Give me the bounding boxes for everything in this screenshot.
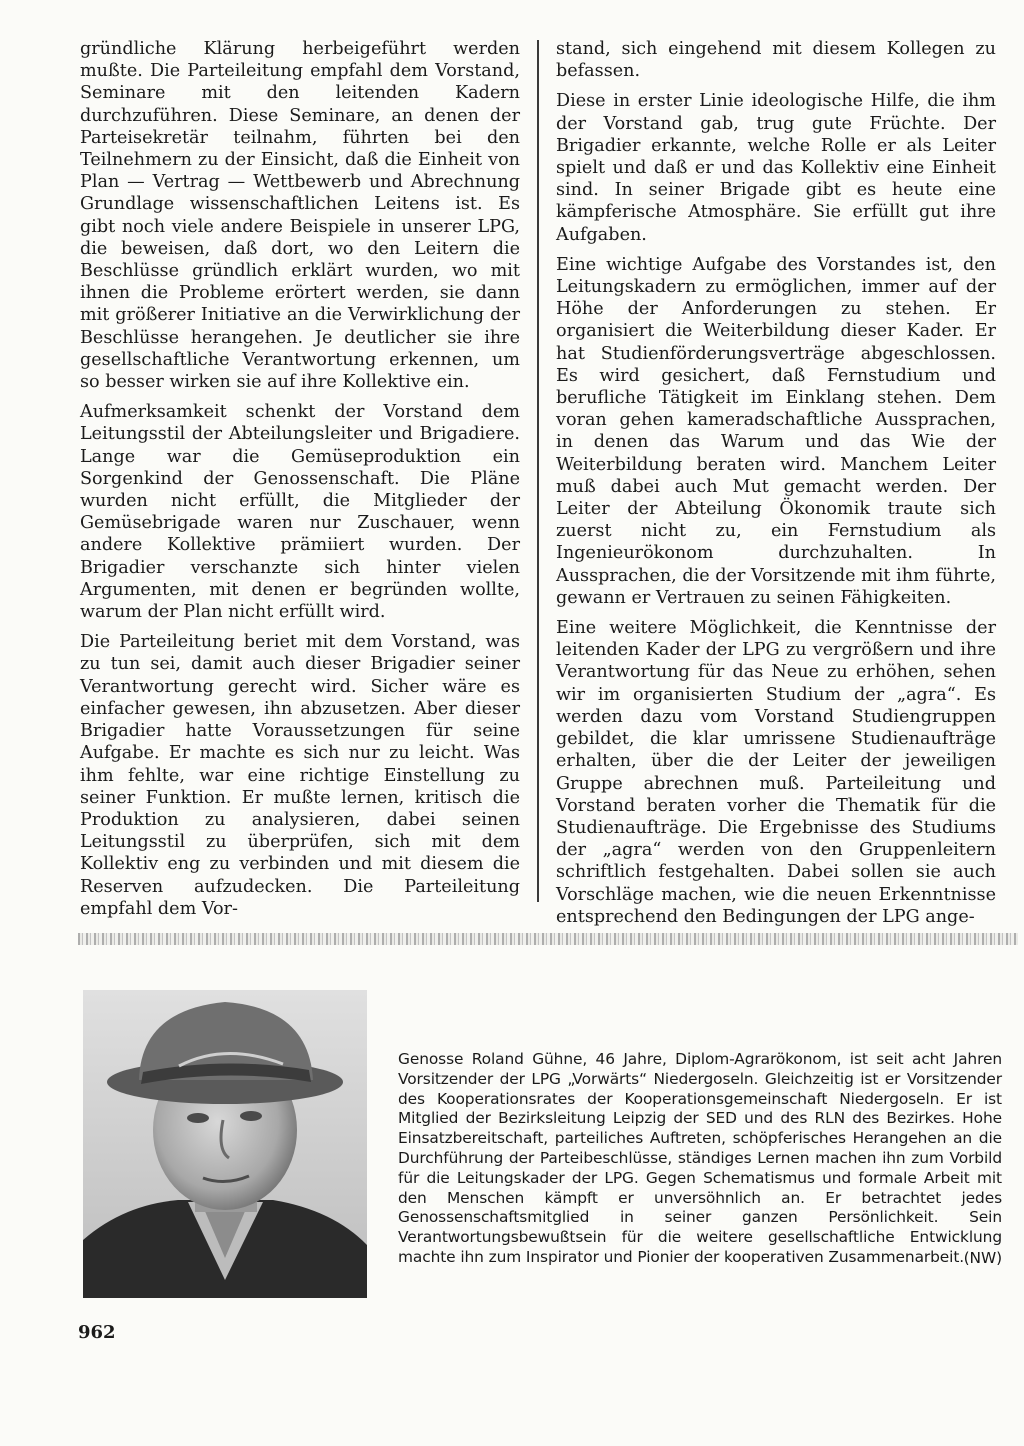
- left-text-column: [80, 38, 520, 928]
- paragraph: Diese in erster Linie ideologische Hilfe, die ihm der Vorstand gab, trug gute Früchte. Der Brigadier erkannte, welche Rolle er als Leiter spielt und daß er und das Kollektiv eine Einheit sind. In seiner Brigade gibt es heute eine kämpferische Atmosphäre. Sie erfüllt gut ihre Aufgaben.: [556, 91, 996, 245]
- paragraph: stand, sich eingehend mit diesem Kollegen zu befassen.: [556, 39, 996, 82]
- caption-signature: (NW): [963, 1248, 1002, 1267]
- caption-text: Genosse Roland Gühne, 46 Jahre, Diplom-Agrarökonom, ist seit acht Jahren Vorsitzender der LPG „Vorwärts“ Niedergoseln. Gleichzeitig ist er Vorsitzender des Kooperationsrates der Kooperationsgemeinschaft Niedergoseln. Er ist Mitglied der Bezirksleitung Leipzig der SED und des RLN des Bezirkes. Hohe Einsatzbereitschaft, parteiliches Auftreten, schöpferisches Herangehen an die Durchführung der Parteibeschlüsse, ständiges Lernen machen ihn zum Vorbild für die Leitungskader der LPG. Gegen Schematismus und formale Arbeit mit den Menschen kämpft er unversöhnlich an. Er betrachtet jedes Genossenschaftsmitglied in seiner ganzen Persönlichkeit. Sein Verantwortungsbewußtsein für die weitere gesellschaftliche Entwicklung machte ihn zum Inspirator und Pionier der kooperativen Zusammenarbeit.: [398, 1050, 1002, 1266]
- portrait-photo: [83, 990, 367, 1298]
- paragraph: Aufmerksamkeit schenkt der Vorstand dem Leitungsstil der Abteilungsleiter und Brigadiere. Lange war die Gemüseproduktion ein Sorgenkind der Genossenschaft. Die Pläne wurden nicht erfüllt, die Mitglieder der Gemüsebrigade waren nur Zuschauer, wenn andere Kollektive prämiiert wurden. Der Brigadier verschanzte sich hinter vielen Argumenten, mit denen er begründen wollte, warum der Plan nicht erfüllt wird.: [80, 402, 520, 623]
- column-divider: [537, 40, 539, 902]
- paragraph: Eine weitere Möglichkeit, die Kenntnisse der leitenden Kader der LPG zu vergrößern und ihre Verantwortung für das Neue zu erhöhen, sehen wir im organisierten Studium der „agra“. Es werden dazu vom Vorstand Studiengruppen gebildet, die klar umrissene Studienaufträge erhalten, über die der Leiter der jeweiligen Gruppe abrechnen muß. Parteileitung und Vorstand beraten vorher die Thematik für die Studienaufträge. Die Ergebnisse des Studiums der „agra“ werden von den Gruppenleitern schriftlich festgehalten. Dabei sollen sie auch Vorschläge machen, wie die neuen Erkenntnisse entsprechend den Bedingungen der LPG ange-: [556, 618, 996, 927]
- page-number: 962: [78, 1322, 116, 1343]
- paragraph: Die Parteileitung beriet mit dem Vorstand, was zu tun sei, damit auch dieser Brigadier seiner Verantwortung gerecht wird. Sicher wäre es einfacher gewesen, ihn abzusetzen. Aber dieser Brigadier hatte Voraussetzungen für seine Aufgabe. Er machte es sich nur zu leicht. Was ihm fehlte, war eine richtige Einstellung zu seiner Funktion. Er mußte lernen, kritisch die Produktion zu analysieren, dabei seinen Leitungsstil zu überprüfen, sich mit dem Kollektiv eng zu verbinden und mit diesem die Reserven aufzudecken. Die Parteileitung empfahl dem Vor-: [80, 632, 520, 919]
- paragraph: gründliche Klärung herbeigeführt werden mußte. Die Parteileitung empfahl dem Vorstand, Seminare mit den leitenden Kadern durchzuführen. Diese Seminare, an denen der Parteisekretär teilnahm, führten bei den Teilnehmern zu der Einsicht, daß die Einheit von Plan — Vertrag — Wettbewerb und Abrechnung Grundlage wissenschaftlichen Leitens ist. Es gibt noch viele andere Beispiele in unserer LPG, die beweisen, daß dort, wo den Leitern die Beschlüsse gründlich erklärt wurden, wo mit ihnen die Probleme erörtert werden, sie dann mit größerer Initiative an die Verwirklichung der Beschlüsse herangehen. Je deutlicher sie ihre gesellschaftliche Verantwortung erkennen, um so besser wirken sie auf ihre Kollektive ein.: [80, 39, 520, 393]
- paragraph: Eine wichtige Aufgabe des Vorstandes ist, den Leitungskadern zu ermöglichen, immer auf der Höhe der Anforderungen zu stehen. Er organisiert die Weiterbildung dieser Kader. Er hat Studienförderungsverträge abgeschlossen. Es wird gesichert, daß Fernstudium und berufliche Tätigkeit im Einklang stehen. Dem voran gehen kameradschaftliche Aussprachen, in denen das Warum und das Wie der Weiterbildung beraten wird. Manchem Leiter muß dabei auch Mut gemacht werden. Der Leiter der Abteilung Ökonomik traute sich zuerst nicht zu, ein Fernstudium als Ingenieurökonom durchzuhalten. In Aussprachen, die der Vorsitzende mit ihm führte, gewann er Vertrauen zu seinen Fähigkeiten.: [556, 254, 996, 608]
- right-text-column: [556, 38, 996, 936]
- section-separator: [78, 933, 1018, 945]
- photo-caption: [398, 1050, 1002, 1269]
